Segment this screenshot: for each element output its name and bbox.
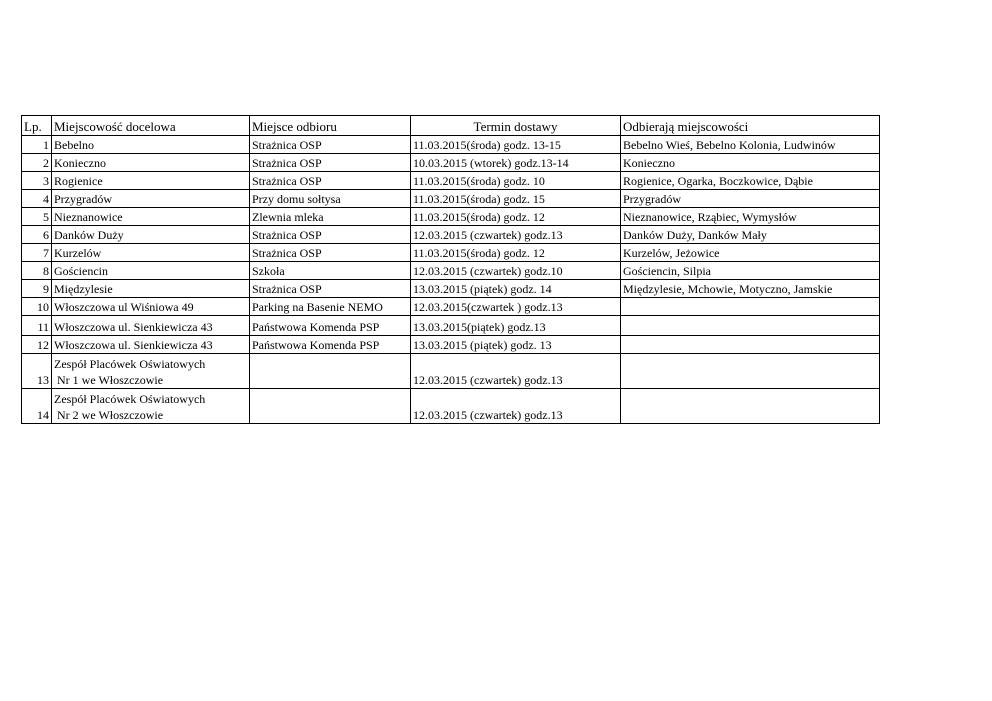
header-pickup-place: Miejsce odbioru — [250, 116, 411, 136]
cell-destination: Gościencin — [52, 262, 250, 280]
cell-lp: 13 — [22, 354, 52, 389]
cell-lp: 5 — [22, 208, 52, 226]
cell-receiving-localities: Międzylesie, Mchowie, Motyczno, Jamskie — [621, 280, 880, 298]
cell-pickup-place — [250, 354, 411, 389]
destination-line-1: Zespół Placówek Oświatowych — [54, 392, 206, 406]
cell-destination — [52, 389, 250, 424]
cell-pickup-place: Parking na Basenie NEMO — [250, 298, 411, 316]
cell-delivery-date: 11.03.2015(środa) godz. 12 — [411, 208, 621, 226]
cell-receiving-localities — [621, 316, 880, 336]
cell-pickup-place: Strażnica OSP — [250, 136, 411, 154]
destination-line-1: Zespół Placówek Oświatowych — [54, 357, 206, 371]
cell-receiving-localities: Danków Duży, Danków Mały — [621, 226, 880, 244]
cell-pickup-place: Państwowa Komenda PSP — [250, 316, 411, 336]
table-row — [22, 280, 880, 298]
cell-pickup-place: Zlewnia mleka — [250, 208, 411, 226]
cell-lp: 1 — [22, 136, 52, 154]
cell-lp: 11 — [22, 316, 52, 336]
cell-receiving-localities: Kurzelów, Jeżowice — [621, 244, 880, 262]
cell-delivery-date: 12.03.2015 (czwartek) godz.13 — [411, 354, 621, 389]
cell-delivery-date: 12.03.2015(czwartek ) godz.13 — [411, 298, 621, 316]
cell-destination: Kurzelów — [52, 244, 250, 262]
cell-delivery-date: 11.03.2015(środa) godz. 15 — [411, 190, 621, 208]
cell-destination: Włoszczowa ul Wiśniowa 49 — [52, 298, 250, 316]
cell-pickup-place — [250, 389, 411, 424]
table-row — [22, 316, 880, 336]
cell-receiving-localities — [621, 354, 880, 389]
cell-receiving-localities: Przygradów — [621, 190, 880, 208]
table-row — [22, 244, 880, 262]
table-row — [22, 172, 880, 190]
cell-destination: Przygradów — [52, 190, 250, 208]
cell-lp: 8 — [22, 262, 52, 280]
cell-destination: Nieznanowice — [52, 208, 250, 226]
cell-delivery-date: 13.03.2015(piątek) godz.13 — [411, 316, 621, 336]
cell-lp: 12 — [22, 336, 52, 354]
cell-delivery-date: 10.03.2015 (wtorek) godz.13-14 — [411, 154, 621, 172]
cell-destination: Rogienice — [52, 172, 250, 190]
table-row — [22, 190, 880, 208]
cell-destination: Danków Duży — [52, 226, 250, 244]
cell-delivery-date: 13.03.2015 (piątek) godz. 14 — [411, 280, 621, 298]
cell-lp: 7 — [22, 244, 52, 262]
cell-receiving-localities: Nieznanowice, Rząbiec, Wymysłów — [621, 208, 880, 226]
cell-lp: 9 — [22, 280, 52, 298]
cell-receiving-localities: Rogienice, Ogarka, Boczkowice, Dąbie — [621, 172, 880, 190]
header-destination: Miejscowość docelowa — [52, 116, 250, 136]
cell-pickup-place: Strażnica OSP — [250, 244, 411, 262]
cell-lp: 2 — [22, 154, 52, 172]
cell-receiving-localities — [621, 298, 880, 316]
cell-delivery-date: 11.03.2015(środa) godz. 10 — [411, 172, 621, 190]
table-header-row — [22, 116, 880, 136]
cell-delivery-date: 11.03.2015(środa) godz. 12 — [411, 244, 621, 262]
table-row — [22, 298, 880, 316]
cell-pickup-place: Strażnica OSP — [250, 226, 411, 244]
destination-line-2: Nr 1 we Włoszczowie — [57, 373, 164, 387]
cell-delivery-date: 13.03.2015 (piątek) godz. 13 — [411, 336, 621, 354]
cell-destination: Włoszczowa ul. Sienkiewicza 43 — [52, 336, 250, 354]
cell-receiving-localities: Gościencin, Silpia — [621, 262, 880, 280]
cell-lp: 10 — [22, 298, 52, 316]
header-lp: Lp. — [22, 116, 52, 136]
table-row — [22, 136, 880, 154]
cell-destination: Włoszczowa ul. Sienkiewicza 43 — [52, 316, 250, 336]
table-row — [22, 354, 880, 389]
cell-pickup-place: Państwowa Komenda PSP — [250, 336, 411, 354]
cell-destination — [52, 354, 250, 389]
cell-lp: 6 — [22, 226, 52, 244]
cell-receiving-localities: Konieczno — [621, 154, 880, 172]
table-row — [22, 336, 880, 354]
header-delivery-date: Termin dostawy — [411, 116, 621, 136]
cell-lp: 3 — [22, 172, 52, 190]
cell-delivery-date: 12.03.2015 (czwartek) godz.13 — [411, 226, 621, 244]
cell-lp: 14 — [22, 389, 52, 424]
table-row — [22, 154, 880, 172]
cell-lp: 4 — [22, 190, 52, 208]
cell-pickup-place: Strażnica OSP — [250, 172, 411, 190]
cell-pickup-place: Szkoła — [250, 262, 411, 280]
cell-delivery-date: 12.03.2015 (czwartek) godz.13 — [411, 389, 621, 424]
cell-destination: Bebelno — [52, 136, 250, 154]
header-receiving-localities: Odbierają miejscowości — [621, 116, 880, 136]
table-row — [22, 389, 880, 424]
cell-delivery-date: 12.03.2015 (czwartek) godz.10 — [411, 262, 621, 280]
table-row — [22, 226, 880, 244]
cell-pickup-place: Przy domu sołtysa — [250, 190, 411, 208]
cell-delivery-date: 11.03.2015(środa) godz. 13-15 — [411, 136, 621, 154]
cell-receiving-localities: Bebelno Wieś, Bebelno Kolonia, Ludwinów — [621, 136, 880, 154]
delivery-schedule-table — [21, 115, 880, 424]
cell-destination: Konieczno — [52, 154, 250, 172]
cell-pickup-place: Strażnica OSP — [250, 154, 411, 172]
destination-line-2: Nr 2 we Włoszczowie — [57, 408, 164, 422]
table-row — [22, 208, 880, 226]
table-row — [22, 262, 880, 280]
cell-receiving-localities — [621, 336, 880, 354]
cell-destination: Międzylesie — [52, 280, 250, 298]
cell-receiving-localities — [621, 389, 880, 424]
cell-pickup-place: Strażnica OSP — [250, 280, 411, 298]
